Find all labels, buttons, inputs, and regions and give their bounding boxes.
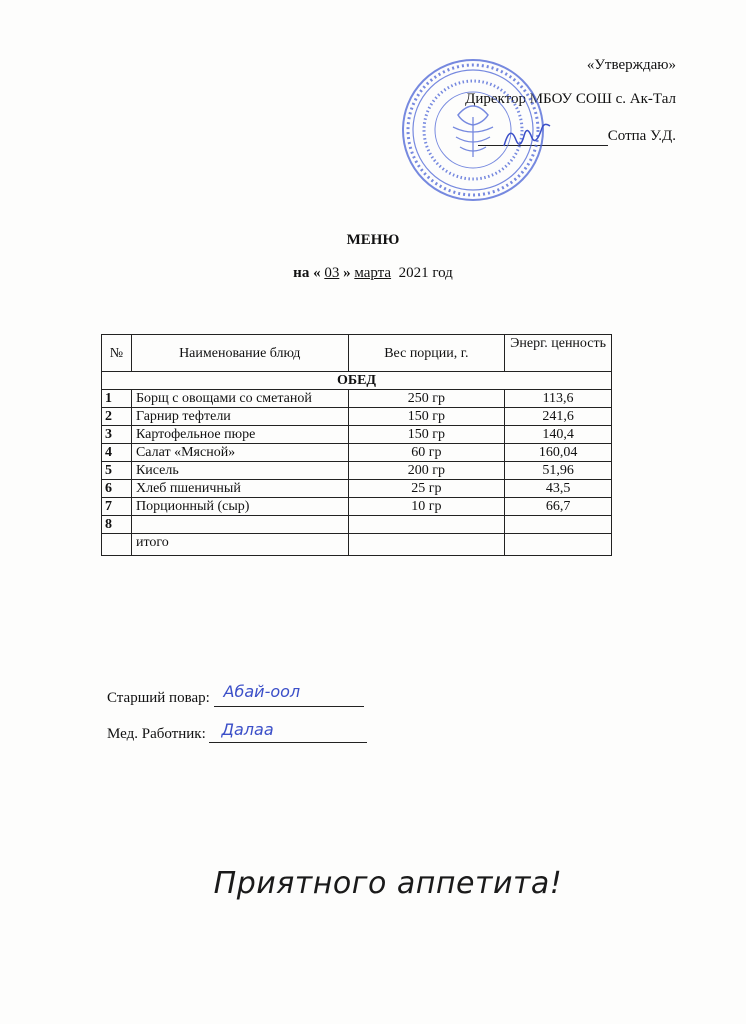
- total-label: итого: [131, 534, 348, 556]
- dish-energy: 43,5: [505, 480, 612, 498]
- table-row: [102, 516, 612, 534]
- dish-energy: 160,04: [505, 444, 612, 462]
- menu-date: на « 03 » марта 2021 год: [293, 265, 453, 281]
- row-number: 3: [102, 426, 132, 444]
- dish-name: Картофельное пюре: [131, 426, 348, 444]
- dish-name: Кисель: [131, 462, 348, 480]
- approval-line-1: «Утверждаю»: [586, 57, 676, 73]
- dish-weight: 60 гр: [348, 444, 505, 462]
- total-energy: [505, 534, 612, 556]
- medic-label: Мед. Работник:: [107, 726, 206, 742]
- date-year: 2021 год: [398, 265, 453, 281]
- chef-signature-row: [107, 682, 364, 707]
- date-day: 03: [324, 265, 340, 281]
- medic-signature: Далаа: [221, 720, 274, 739]
- row-number: 8: [102, 516, 132, 534]
- table-header-row: [102, 335, 612, 372]
- dish-energy: 113,6: [505, 390, 612, 408]
- table-row: [102, 390, 612, 408]
- dish-weight: 25 гр: [348, 480, 505, 498]
- dish-name: Гарнир тефтели: [131, 408, 348, 426]
- dish-energy: 66,7: [505, 498, 612, 516]
- row-number: 4: [102, 444, 132, 462]
- chef-label: Старший повар:: [107, 690, 210, 706]
- dish-name: Борщ с овощами со сметаной: [131, 390, 348, 408]
- table-row: [102, 426, 612, 444]
- row-number: 6: [102, 480, 132, 498]
- dish-name: Порционный (сыр): [131, 498, 348, 516]
- dish-name: Хлеб пшеничный: [131, 480, 348, 498]
- dish-weight: 200 гр: [348, 462, 505, 480]
- dish-weight: 10 гр: [348, 498, 505, 516]
- row-number: 2: [102, 408, 132, 426]
- menu-title: МЕНЮ: [346, 232, 400, 248]
- medic-signature-row: [107, 720, 367, 743]
- section-row: [102, 372, 612, 390]
- table-row: [102, 480, 612, 498]
- dish-energy: 51,96: [505, 462, 612, 480]
- header-energy: Энерг. ценность: [505, 335, 612, 372]
- total-row: [102, 534, 612, 556]
- chef-signature-line: [214, 682, 364, 707]
- table-row: [102, 498, 612, 516]
- dish-weight: [348, 516, 505, 534]
- table-row: [102, 408, 612, 426]
- table-row: [102, 444, 612, 462]
- header-dish-name: Наименование блюд: [131, 335, 348, 372]
- section-title: ОБЕД: [102, 372, 612, 390]
- medic-signature-line: [209, 720, 367, 743]
- dish-name: Салат «Мясной»: [131, 444, 348, 462]
- dish-energy: [505, 516, 612, 534]
- total-empty-cell: [102, 534, 132, 556]
- row-number: 7: [102, 498, 132, 516]
- dish-energy: 140,4: [505, 426, 612, 444]
- director-name: Сотпа У.Д.: [607, 128, 676, 144]
- dish-weight: 150 гр: [348, 426, 505, 444]
- dish-weight: 250 гр: [348, 390, 505, 408]
- header-number: №: [102, 335, 132, 372]
- approval-line-2: Директор МБОУ СОШ с. Ак-Тал: [465, 91, 676, 107]
- closing-wish: Приятного аппетита!: [213, 866, 563, 901]
- chef-signature: Абай-оол: [223, 682, 301, 701]
- row-number: 5: [102, 462, 132, 480]
- table-row: [102, 462, 612, 480]
- dish-weight: 150 гр: [348, 408, 505, 426]
- date-month: марта: [354, 265, 392, 281]
- director-signature: [500, 118, 560, 154]
- row-number: 1: [102, 390, 132, 408]
- dish-name: [131, 516, 348, 534]
- dish-energy: 241,6: [505, 408, 612, 426]
- menu-table: [101, 334, 612, 556]
- total-weight: [348, 534, 505, 556]
- header-weight: Вес порции, г.: [348, 335, 505, 372]
